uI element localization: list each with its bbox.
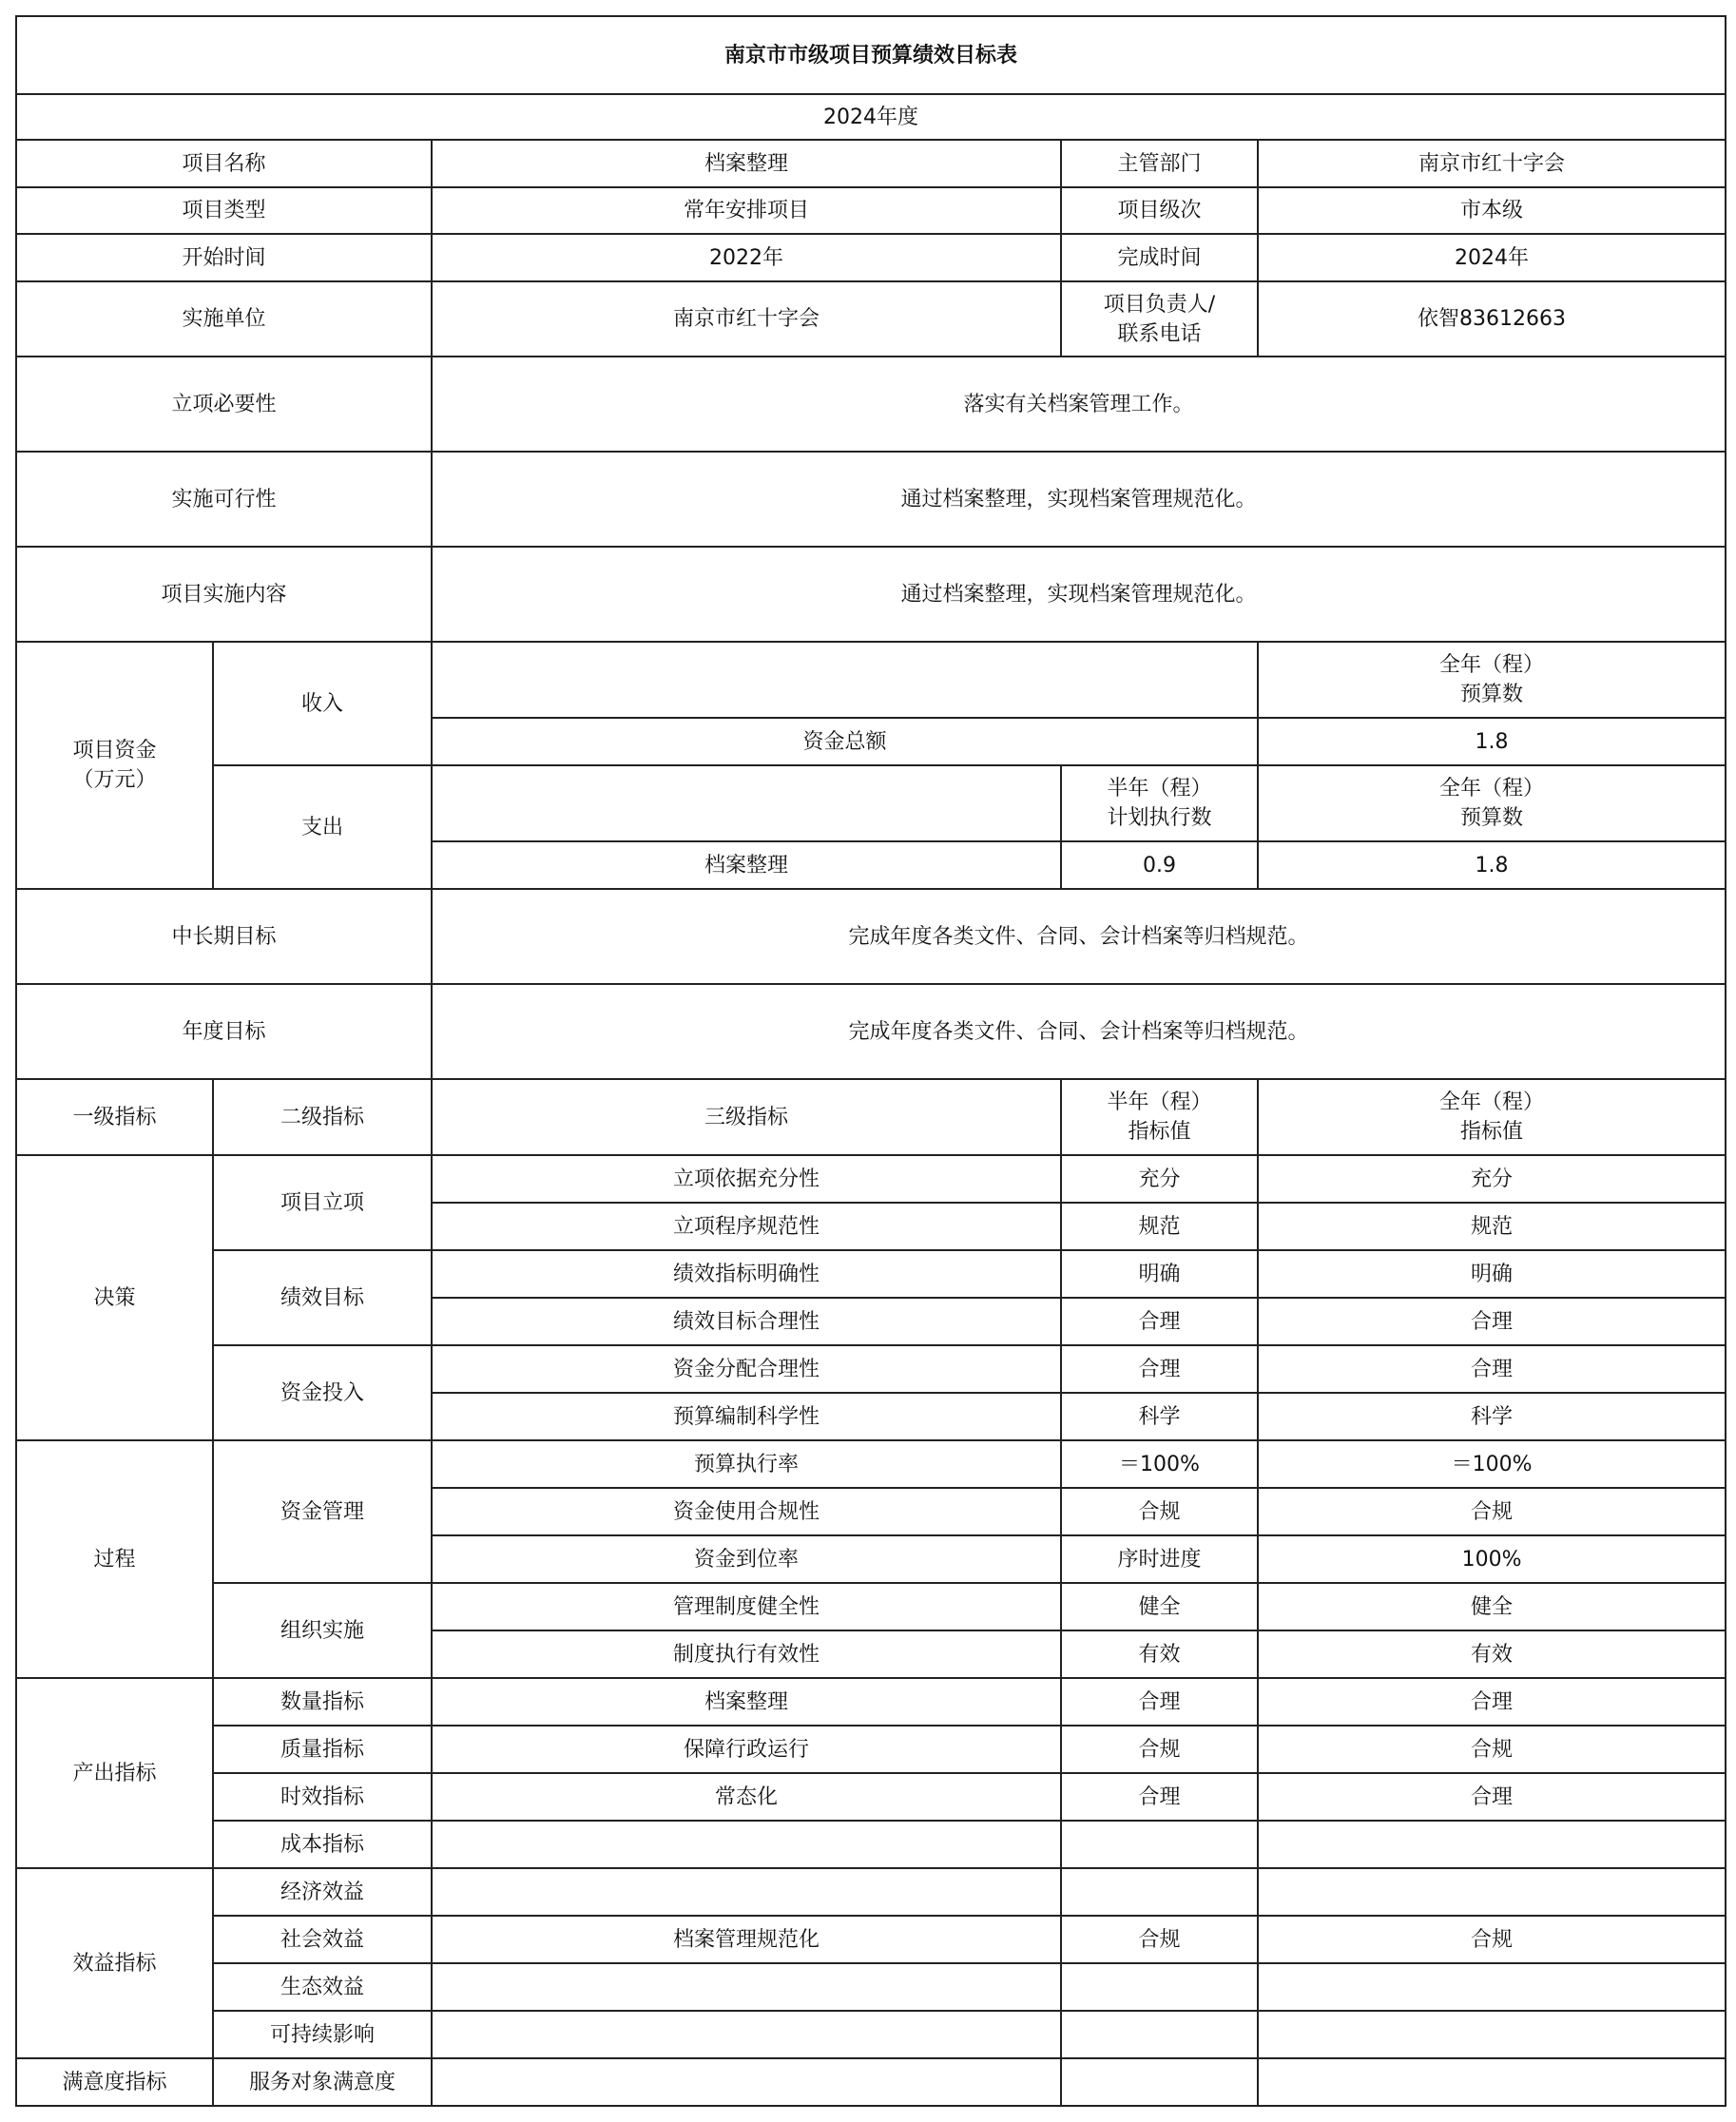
funds-label-line1: 项目资金 xyxy=(72,739,157,762)
contact-label-line2: 联系电话 xyxy=(1117,321,1202,346)
indicator-half: 规范 xyxy=(1061,1203,1258,1250)
indicator-full: 合理 xyxy=(1258,1678,1726,1726)
indicator-header-l1: 一级指标 xyxy=(16,1079,213,1155)
total-funds-label: 资金总额 xyxy=(432,718,1258,765)
indicator-l2: 质量指标 xyxy=(213,1726,432,1773)
total-funds-value: 1.8 xyxy=(1258,718,1726,765)
indicator-full: 充分 xyxy=(1258,1155,1726,1203)
indicator-l3: 资金分配合理性 xyxy=(432,1345,1061,1393)
indicator-full: ＝100% xyxy=(1258,1440,1726,1488)
indicator-l3 xyxy=(432,1868,1061,1916)
indicator-full xyxy=(1258,1963,1726,2011)
indicator-full xyxy=(1258,1868,1726,1916)
indicator-half: 合理 xyxy=(1061,1345,1258,1393)
indicator-l2: 社会效益 xyxy=(213,1916,432,1963)
indicator-l3: 立项程序规范性 xyxy=(432,1203,1061,1250)
necessity-value: 落实有关档案管理工作。 xyxy=(432,357,1726,452)
indicator-half: 合理 xyxy=(1061,1773,1258,1821)
longterm-goal-label: 中长期目标 xyxy=(16,889,432,984)
indicator-l3 xyxy=(432,1963,1061,2011)
indicator-l3: 档案管理规范化 xyxy=(432,1916,1061,1963)
indicator-full xyxy=(1258,1821,1726,1868)
project-type-value: 常年安排项目 xyxy=(432,187,1061,234)
indicator-full: 有效 xyxy=(1258,1630,1726,1678)
indicator-l2: 绩效目标 xyxy=(213,1250,432,1345)
year-label: 2024年度 xyxy=(16,94,1726,140)
content-value: 通过档案整理，实现档案管理规范化。 xyxy=(432,547,1726,642)
funds-label-line2: （万元） xyxy=(72,768,157,792)
indicator-half: 合规 xyxy=(1061,1488,1258,1535)
indicator-l3: 预算编制科学性 xyxy=(432,1393,1061,1440)
indicator-l3 xyxy=(432,2058,1061,2106)
indicator-l3: 预算执行率 xyxy=(432,1440,1061,1488)
impl-unit-value: 南京市红十字会 xyxy=(432,281,1061,357)
indicator-half: 有效 xyxy=(1061,1630,1258,1678)
indicator-full: 规范 xyxy=(1258,1203,1726,1250)
indicator-half xyxy=(1061,2011,1258,2058)
indicator-half: 序时进度 xyxy=(1061,1535,1258,1583)
indicator-half xyxy=(1061,1821,1258,1868)
indicator-l2: 经济效益 xyxy=(213,1868,432,1916)
indicator-full: 100% xyxy=(1258,1535,1726,1583)
project-level-label: 项目级次 xyxy=(1061,187,1258,234)
impl-unit-label: 实施单位 xyxy=(16,281,432,357)
indicator-l3 xyxy=(432,1821,1061,1868)
indicator-half xyxy=(1061,1963,1258,2011)
indicator-full: 合规 xyxy=(1258,1488,1726,1535)
indicator-half: 合理 xyxy=(1061,1298,1258,1345)
indicator-l3: 常态化 xyxy=(432,1773,1061,1821)
indicator-l3: 档案整理 xyxy=(432,1678,1061,1726)
expense-item-half: 0.9 xyxy=(1061,841,1258,889)
indicator-header-half xyxy=(1061,1079,1258,1155)
indicator-l1-process: 过程 xyxy=(16,1440,213,1678)
indicator-header-l2: 二级指标 xyxy=(213,1079,432,1155)
indicator-full: 明确 xyxy=(1258,1250,1726,1298)
indicator-l2: 资金投入 xyxy=(213,1345,432,1440)
start-time-label: 开始时间 xyxy=(16,234,432,281)
indicator-header-l3: 三级指标 xyxy=(432,1079,1061,1155)
indicator-l1-satisfaction: 满意度指标 xyxy=(16,2058,213,2106)
expense-label: 支出 xyxy=(213,765,432,889)
indicator-l3: 保障行政运行 xyxy=(432,1726,1061,1773)
indicator-l3: 绩效目标合理性 xyxy=(432,1298,1061,1345)
indicator-l2: 项目立项 xyxy=(213,1155,432,1250)
indicator-header-full xyxy=(1258,1079,1726,1155)
indicator-header-half-line1: 半年（程） xyxy=(1107,1090,1212,1114)
indicator-l3: 资金到位率 xyxy=(432,1535,1061,1583)
end-time-label: 完成时间 xyxy=(1061,234,1258,281)
end-time-value: 2024年 xyxy=(1258,234,1726,281)
half-plan-header xyxy=(1061,765,1258,841)
indicator-l2: 数量指标 xyxy=(213,1678,432,1726)
contact-label-line1: 项目负责人/ xyxy=(1103,292,1216,317)
content-label: 项目实施内容 xyxy=(16,547,432,642)
annual-budget-header-2-line1: 全年（程） xyxy=(1439,777,1545,801)
indicator-l1-decision: 决策 xyxy=(16,1155,213,1440)
expense-header-blank xyxy=(432,765,1061,841)
indicator-full: 合理 xyxy=(1258,1345,1726,1393)
indicator-l3: 立项依据充分性 xyxy=(432,1155,1061,1203)
indicator-half: 合理 xyxy=(1061,1678,1258,1726)
indicator-half: ＝100% xyxy=(1061,1440,1258,1488)
indicator-l2: 可持续影响 xyxy=(213,2011,432,2058)
longterm-goal-value: 完成年度各类文件、合同、会计档案等归档规范。 xyxy=(432,889,1726,984)
indicator-l1-output: 产出指标 xyxy=(16,1678,213,1868)
project-type-label: 项目类型 xyxy=(16,187,432,234)
indicator-l3 xyxy=(432,2011,1061,2058)
dept-label: 主管部门 xyxy=(1061,140,1258,187)
budget-performance-table xyxy=(15,15,1726,2107)
annual-goal-label: 年度目标 xyxy=(16,984,432,1079)
indicator-l2: 成本指标 xyxy=(213,1821,432,1868)
indicator-half: 合规 xyxy=(1061,1916,1258,1963)
indicator-l2: 服务对象满意度 xyxy=(213,2058,432,2106)
indicator-half: 充分 xyxy=(1061,1155,1258,1203)
indicator-full: 合规 xyxy=(1258,1726,1726,1773)
indicator-full: 健全 xyxy=(1258,1583,1726,1630)
project-name-value: 档案整理 xyxy=(432,140,1061,187)
funds-label xyxy=(16,642,213,889)
indicator-half xyxy=(1061,1868,1258,1916)
income-header-blank xyxy=(432,642,1258,718)
indicator-full: 合规 xyxy=(1258,1916,1726,1963)
expense-item-name: 档案整理 xyxy=(432,841,1061,889)
indicator-l2: 组织实施 xyxy=(213,1583,432,1678)
indicator-full xyxy=(1258,2011,1726,2058)
indicator-l3: 制度执行有效性 xyxy=(432,1630,1061,1678)
indicator-header-half-line2: 指标值 xyxy=(1128,1120,1191,1144)
indicator-l3: 资金使用合规性 xyxy=(432,1488,1061,1535)
indicator-full xyxy=(1258,2058,1726,2106)
indicator-half: 合规 xyxy=(1061,1726,1258,1773)
half-plan-header-line2: 计划执行数 xyxy=(1107,806,1212,830)
project-level-value: 市本级 xyxy=(1258,187,1726,234)
dept-value: 南京市红十字会 xyxy=(1258,140,1726,187)
page-title: 南京市市级项目预算绩效目标表 xyxy=(16,16,1726,94)
annual-goal-value: 完成年度各类文件、合同、会计档案等归档规范。 xyxy=(432,984,1726,1079)
annual-budget-header-line2: 预算数 xyxy=(1460,683,1524,706)
indicator-half: 健全 xyxy=(1061,1583,1258,1630)
indicator-full: 合理 xyxy=(1258,1298,1726,1345)
annual-budget-header xyxy=(1258,642,1726,718)
income-label: 收入 xyxy=(213,642,432,765)
annual-budget-header-2 xyxy=(1258,765,1726,841)
contact-label xyxy=(1061,281,1258,357)
indicator-header-full-line1: 全年（程） xyxy=(1439,1090,1545,1114)
indicator-half: 明确 xyxy=(1061,1250,1258,1298)
indicator-l3: 管理制度健全性 xyxy=(432,1583,1061,1630)
feasibility-value: 通过档案整理，实现档案管理规范化。 xyxy=(432,452,1726,547)
indicator-l2: 时效指标 xyxy=(213,1773,432,1821)
feasibility-label: 实施可行性 xyxy=(16,452,432,547)
indicator-full: 科学 xyxy=(1258,1393,1726,1440)
indicator-half xyxy=(1061,2058,1258,2106)
indicator-half: 科学 xyxy=(1061,1393,1258,1440)
indicator-header-full-line2: 指标值 xyxy=(1460,1120,1524,1144)
indicator-l3: 绩效指标明确性 xyxy=(432,1250,1061,1298)
necessity-label: 立项必要性 xyxy=(16,357,432,452)
indicator-l2: 生态效益 xyxy=(213,1963,432,2011)
indicator-full: 合理 xyxy=(1258,1773,1726,1821)
start-time-value: 2022年 xyxy=(432,234,1061,281)
indicator-l1-benefit: 效益指标 xyxy=(16,1868,213,2058)
expense-item-annual: 1.8 xyxy=(1258,841,1726,889)
contact-value: 依智83612663 xyxy=(1258,281,1726,357)
half-plan-header-line1: 半年（程） xyxy=(1107,777,1212,801)
indicator-l2: 资金管理 xyxy=(213,1440,432,1583)
project-name-label: 项目名称 xyxy=(16,140,432,187)
annual-budget-header-2-line2: 预算数 xyxy=(1460,806,1524,830)
annual-budget-header-line1: 全年（程） xyxy=(1439,653,1545,677)
